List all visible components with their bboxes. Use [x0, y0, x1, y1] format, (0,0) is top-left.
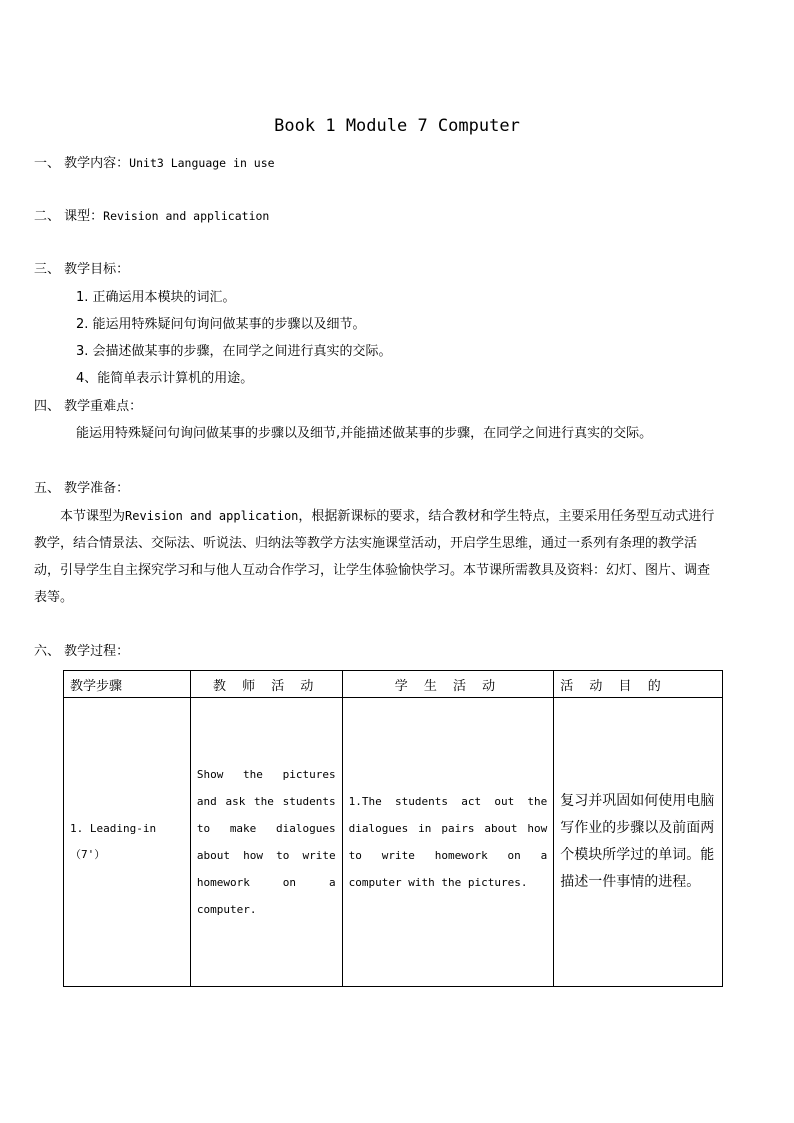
- section-key-points: [34, 397, 142, 417]
- section-process: [34, 642, 129, 662]
- section-label: 教学目标：: [64, 262, 130, 277]
- section-number: 五、: [34, 481, 61, 496]
- preparation-text-en: Revision and application: [125, 509, 299, 523]
- cell-teacher: Show the pictures and ask the students to make dialogues about how to write homework on a computer.: [190, 698, 342, 987]
- page-title: Book 1 Module 7 Computer: [274, 116, 520, 136]
- header-teacher: 教 师 活 动: [190, 671, 342, 698]
- section-number: 六、: [34, 644, 61, 659]
- objective-item: 3. 会描述做某事的步骤，在同学之间进行真实的交际。: [76, 344, 392, 359]
- objective-item: 4、能简单表示计算机的用途。: [76, 371, 254, 386]
- step-time: （7'）: [70, 848, 106, 861]
- section-number: 三、: [34, 262, 61, 277]
- section-number: 四、: [34, 399, 61, 414]
- section-label: 教学准备：: [64, 481, 130, 496]
- header-student: 学 生 活 动: [342, 671, 554, 698]
- section-label: 课型：: [64, 209, 104, 224]
- section-label: 教学过程：: [64, 644, 130, 659]
- section-value: Unit3 Language in use: [129, 156, 275, 170]
- header-purpose: 活 动 目 的: [554, 671, 723, 698]
- preparation-text-post: ，根据新课标的要求，结合教材和学生特点，主要采用任务型互动式进行教学，结合情景法、交际法、听说法、归纳法等教学方法实施课堂活动，开启学生思维，通过一系列有条理的教学活动，引导学生自主探究学习和与他人互动合作学习，让学生体验愉快学习。本节课所需教具及资料：幻灯、图片、调查表等。: [34, 509, 715, 605]
- header-step: 教学步骤: [64, 671, 191, 698]
- cell-student: 1.The students act out the dialogues in pairs about how to write homework on a computer with the pictures.: [342, 698, 554, 987]
- table-header-row: [64, 671, 723, 698]
- section-objectives: [34, 260, 129, 280]
- section-label: 教学内容：: [64, 156, 130, 171]
- preparation-text-pre: 本节课型为: [60, 509, 126, 524]
- cell-purpose: 复习并巩固如何使用电脑写作业的步骤以及前面两个模块所学过的单词。能描述一件事情的进程。: [554, 698, 723, 987]
- section-content: [34, 153, 275, 174]
- section-lesson-type: [34, 206, 269, 227]
- objective-item: 1. 正确运用本模块的词汇。: [76, 290, 236, 305]
- section-value: Revision and application: [103, 209, 270, 223]
- section-label: 教学重难点：: [64, 399, 143, 414]
- step-name: 1. Leading-in: [70, 822, 157, 835]
- section-preparation: [34, 479, 129, 499]
- process-table: [63, 670, 723, 987]
- section-number: 二、: [34, 209, 61, 224]
- cell-step: [64, 698, 191, 987]
- preparation-paragraph: [34, 503, 720, 611]
- key-points-text: 能运用特殊疑问句询问做某事的步骤以及细节,并能描述做某事的步骤，在同学之间进行真实的交际。: [76, 426, 653, 441]
- objective-item: 2. 能运用特殊疑问句询问做某事的步骤以及细节。: [76, 317, 366, 332]
- section-number: 一、: [34, 156, 61, 171]
- table-row: [64, 698, 723, 987]
